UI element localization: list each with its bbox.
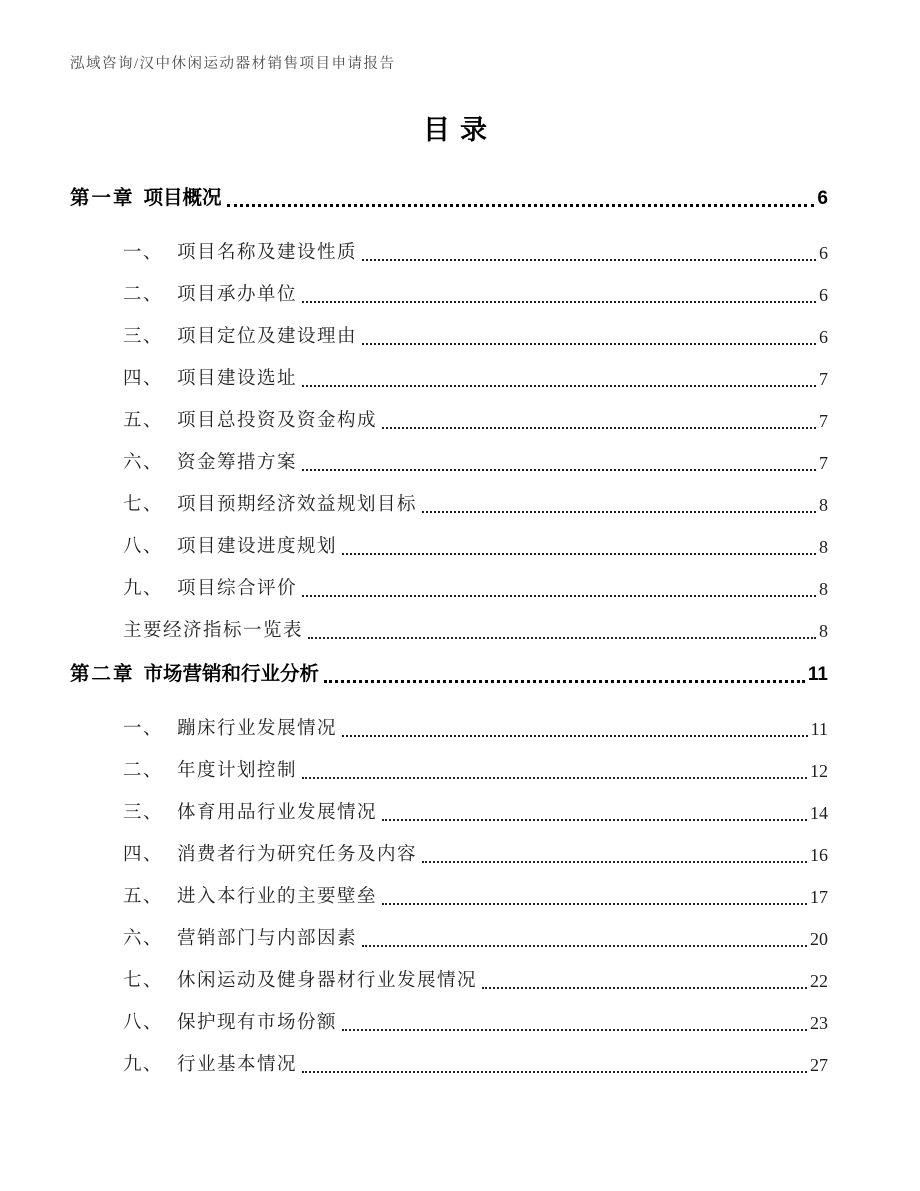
- toc-entry-title: 蹦床行业发展情况: [177, 719, 338, 739]
- toc-page-number: 27: [810, 1055, 828, 1075]
- toc-item-row[interactable]: [70, 282, 828, 308]
- toc-entry-number: 六、: [123, 453, 164, 473]
- dot-leader: [382, 819, 807, 821]
- toc-entry-title: 项目建设进度规划: [177, 537, 338, 557]
- toc-entry-number: 四、: [123, 369, 164, 389]
- toc-item-row[interactable]: [70, 450, 828, 476]
- toc-page-number: 17: [810, 887, 828, 907]
- toc-item-row[interactable]: [70, 240, 828, 266]
- toc-item-row[interactable]: [70, 534, 828, 560]
- document-header: 泓域咨询/汉中休闲运动器材销售项目申请报告: [70, 56, 396, 72]
- dot-leader: [342, 735, 808, 737]
- toc-entry-title: 保护现有市场份额: [177, 1013, 338, 1033]
- toc-page-number: 6: [819, 327, 828, 347]
- toc-page-number: 6: [819, 243, 828, 263]
- toc-entry-number: 第二章: [70, 663, 135, 685]
- dot-leader: [227, 204, 815, 207]
- page-title: 目录: [423, 115, 497, 145]
- toc-entry-number: 九、: [123, 579, 164, 599]
- toc-entry-title: 项目建设选址: [177, 369, 298, 389]
- toc-entry-title: 项目综合评价: [177, 579, 298, 599]
- toc-entry-title: 项目名称及建设性质: [177, 243, 358, 263]
- toc-page-number: 8: [819, 579, 828, 599]
- toc-entry-title: 营销部门与内部因素: [177, 929, 358, 949]
- toc-item-row[interactable]: [70, 408, 828, 434]
- toc-item-row[interactable]: [70, 576, 828, 602]
- toc-entry-number: 二、: [123, 761, 164, 781]
- toc-entry-title: 体育用品行业发展情况: [177, 803, 378, 823]
- toc-entry-title: 项目预期经济效益规划目标: [177, 495, 418, 515]
- dot-leader: [342, 553, 816, 555]
- toc-item-row[interactable]: [70, 1010, 828, 1036]
- toc-entry-title: 项目概况: [143, 187, 222, 209]
- toc-page-number: 8: [819, 537, 828, 557]
- dot-leader: [302, 469, 816, 471]
- toc-entry-title: 进入本行业的主要壁垒: [177, 887, 378, 907]
- toc-page-number: 7: [819, 369, 828, 389]
- dot-leader: [382, 903, 807, 905]
- toc-entry-title: 休闲运动及健身器材行业发展情况: [177, 971, 478, 991]
- toc-page-number: 20: [810, 929, 828, 949]
- dot-leader: [302, 777, 807, 779]
- dot-leader: [308, 637, 816, 639]
- toc-entry-number: 二、: [123, 285, 164, 305]
- toc-item-row[interactable]: [70, 1052, 828, 1078]
- dot-leader: [482, 987, 807, 989]
- toc-item-row[interactable]: [70, 926, 828, 952]
- toc-page-number: 8: [819, 621, 828, 641]
- toc-item-row[interactable]: [70, 884, 828, 910]
- dot-leader: [362, 945, 807, 947]
- toc-entry-number: 七、: [123, 971, 164, 991]
- toc-page-number: 14: [810, 803, 828, 823]
- toc-page-number: 8: [819, 495, 828, 515]
- toc-page-number: 7: [819, 411, 828, 431]
- toc-page-number: 11: [810, 719, 828, 739]
- toc-page-number: 7: [819, 453, 828, 473]
- toc-item-row[interactable]: [70, 800, 828, 826]
- toc-chapter-row[interactable]: [70, 661, 828, 688]
- toc-entry-number: 三、: [123, 327, 164, 347]
- toc-entry-number: 九、: [123, 1055, 164, 1075]
- dot-leader: [382, 427, 816, 429]
- dot-leader: [302, 385, 816, 387]
- toc-page-number: 22: [810, 971, 828, 991]
- dot-leader: [422, 861, 807, 863]
- toc-entry-title: 主要经济指标一览表: [123, 621, 304, 641]
- toc-entry-number: 七、: [123, 495, 164, 515]
- dot-leader: [422, 511, 816, 513]
- toc-item-row[interactable]: [70, 716, 828, 742]
- toc-entry-number: 八、: [123, 537, 164, 557]
- toc-page-number: 23: [810, 1013, 828, 1033]
- toc-entry-title: 消费者行为研究任务及内容: [177, 845, 418, 865]
- toc-entry-number: 六、: [123, 929, 164, 949]
- toc-page-number: 6: [819, 285, 828, 305]
- toc-item-row[interactable]: [70, 758, 828, 784]
- toc-entry-title: 项目定位及建设理由: [177, 327, 358, 347]
- toc-entry-number: 五、: [123, 411, 164, 431]
- toc-item-row[interactable]: [70, 366, 828, 392]
- toc-entry-title: 年度计划控制: [177, 761, 298, 781]
- toc-item-row[interactable]: [70, 968, 828, 994]
- toc-entry-number: 四、: [123, 845, 164, 865]
- toc-page-number: 11: [807, 664, 828, 685]
- toc-entry-number: 一、: [123, 243, 164, 263]
- toc-entry-title: 行业基本情况: [177, 1055, 298, 1075]
- toc-entry-number: 八、: [123, 1013, 164, 1033]
- toc-entry-title: 市场营销和行业分析: [143, 663, 320, 685]
- toc-entry-number: 三、: [123, 803, 164, 823]
- dot-leader: [302, 301, 816, 303]
- toc-item-row[interactable]: [70, 324, 828, 350]
- dot-leader: [302, 595, 816, 597]
- toc-chapter-row[interactable]: [70, 185, 828, 212]
- toc-page-number: 16: [810, 845, 828, 865]
- toc-entry-title: 项目承办单位: [177, 285, 298, 305]
- dot-leader: [302, 1071, 807, 1073]
- toc: [70, 185, 828, 1078]
- toc-item-row[interactable]: [70, 618, 828, 644]
- toc-item-row[interactable]: [70, 492, 828, 518]
- toc-entry-number: 五、: [123, 887, 164, 907]
- toc-page-number: 6: [817, 188, 828, 209]
- dot-leader: [324, 680, 805, 683]
- toc-item-row[interactable]: [70, 842, 828, 868]
- dot-leader: [342, 1029, 807, 1031]
- toc-entry-number: 第一章: [70, 187, 135, 209]
- toc-entry-number: 一、: [123, 719, 164, 739]
- toc-entry-title: 资金筹措方案: [177, 453, 298, 473]
- dot-leader: [362, 259, 816, 261]
- toc-page-number: 12: [810, 761, 828, 781]
- dot-leader: [362, 343, 816, 345]
- toc-entry-title: 项目总投资及资金构成: [177, 411, 378, 431]
